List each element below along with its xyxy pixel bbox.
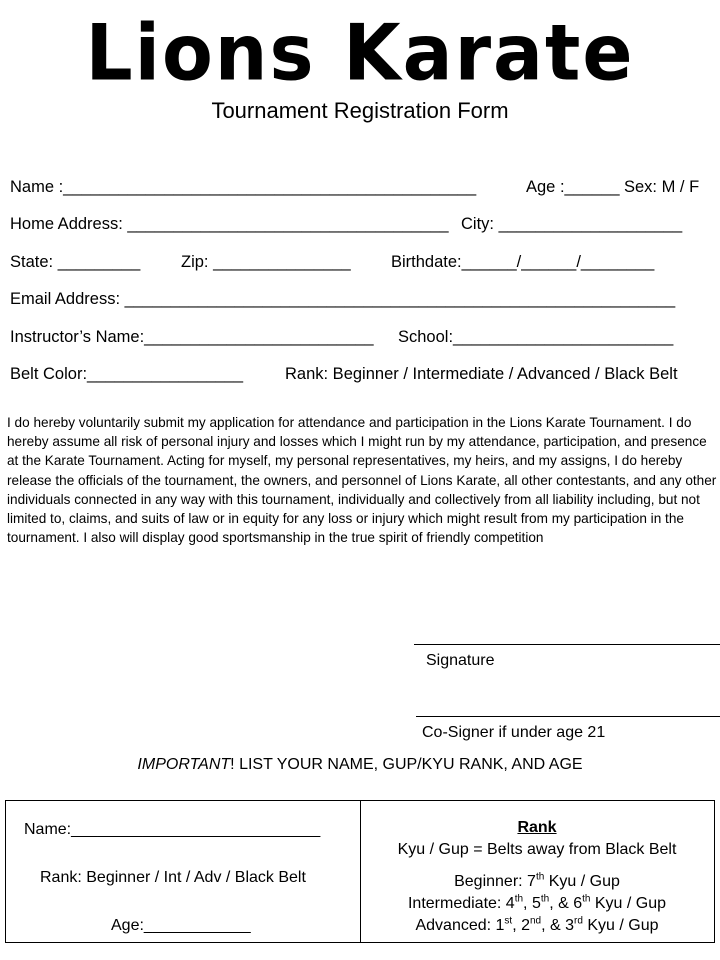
card-divider — [360, 801, 361, 942]
home-address-field[interactable]: Home Address: ___________________________________ — [10, 215, 449, 233]
signature-line[interactable] — [414, 644, 720, 645]
name-field[interactable]: Name :_____________________________________________ — [10, 178, 477, 196]
card-rank-options[interactable]: Rank: Beginner / Int / Adv / Black Belt — [40, 869, 306, 886]
rank-options[interactable]: Rank: Beginner / Intermediate / Advanced / Black Belt — [285, 365, 678, 383]
advanced-rank: Advanced: 1st, 2nd, & 3rd Kyu / Gup — [415, 915, 659, 934]
sex-field[interactable]: Sex: M / F — [624, 178, 700, 196]
city-field[interactable]: City: ____________________ — [461, 215, 683, 233]
signature-label: Signature — [426, 652, 495, 669]
instructor-name-field[interactable]: Instructor’s Name:_________________________ — [10, 328, 374, 346]
intermediate-rank: Intermediate: 4th, 5th, & 6th Kyu / Gup — [407, 893, 667, 912]
zip-field[interactable]: Zip: _______________ — [181, 253, 351, 271]
waiver-text: I do hereby voluntarily submit my application for attendance and participation in the Lions Karate Tournament. I do hereby assume all risk of personal injury and losses which I might run by my attendance, participation, and presence at the Karate Tournament. Acting for myself, my personal representatives, my heirs, and my assigns, I do hereby release the officials of the tournament, the owners, and personnel of Lions Karate, all other contestants, and any other individuals connected in any way with this tournament, individually and collectively from all liability including, but not limited to, claims, and suits of law or in equity for any loss or injury which might result from my participation in the tournament. I also will display good sportsmanship in the true spirit of friendly competition — [7, 415, 717, 546]
age-field[interactable]: Age :______ — [526, 178, 620, 196]
rank-heading: Rank — [517, 819, 557, 836]
beginner-rank: Beginner: 7th Kyu / Gup — [454, 871, 620, 890]
page-title: Lions Karate — [85, 7, 635, 99]
important-emphasis: IMPORTANT — [137, 756, 231, 773]
form-subtitle: Tournament Registration Form — [211, 98, 509, 123]
cosigner-label: Co-Signer if under age 21 — [422, 724, 606, 741]
belt-color-field[interactable]: Belt Color:_________________ — [10, 365, 244, 383]
birthdate-field[interactable]: Birthdate:______/______/________ — [391, 253, 655, 271]
important-note — [0, 754, 720, 776]
state-field[interactable]: State: _________ — [10, 253, 141, 271]
card-age-field[interactable]: Age:____________ — [111, 917, 251, 934]
cosigner-line[interactable] — [416, 716, 720, 717]
school-field[interactable]: School:________________________ — [398, 328, 674, 346]
rank-definition: Kyu / Gup = Belts away from Black Belt — [397, 841, 677, 858]
rank-card — [5, 800, 715, 943]
email-field[interactable]: Email Address: ____________________________________________________________ — [10, 290, 676, 308]
important-text: ! LIST YOUR NAME, GUP/KYU RANK, AND AGE — [230, 756, 583, 773]
card-name-field[interactable]: Name:____________________________ — [24, 821, 321, 838]
